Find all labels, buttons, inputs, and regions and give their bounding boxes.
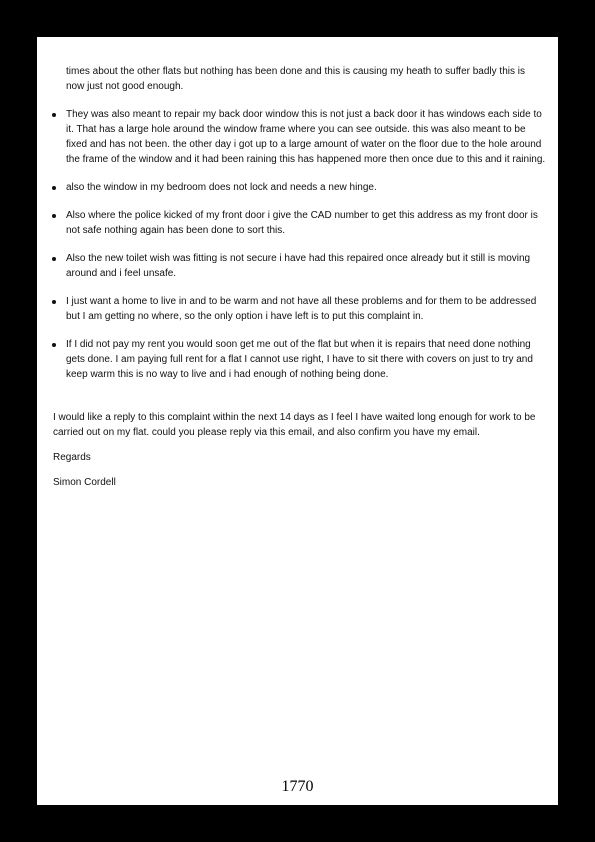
bullet-icon: [52, 257, 56, 261]
list-item-text: I just want a home to live in and to be warm and not have all these problems and for them to be addressed but I am getting no where, so the only option i have left is to put this complaint in.: [66, 296, 537, 322]
bullet-icon: [52, 113, 56, 117]
list-item-text: also the window in my bedroom does not lock and needs a new hinge.: [66, 182, 377, 193]
list-item: [66, 337, 546, 382]
bullet-icon: [52, 214, 56, 218]
reply-request-paragraph: I would like a reply to this complaint within the next 14 days as I feel I have waited long enough for work to be carried out on my flat. could you please reply via this email, and also confirm you have my email.: [53, 412, 536, 438]
list-item: [66, 107, 546, 167]
document-page: [37, 37, 558, 805]
list-item-text: Also the new toilet wish was fitting is not secure i have had this repaired once already but it still is moving around and i feel unsafe.: [66, 253, 531, 279]
list-item: [66, 180, 546, 195]
bullet-icon: [52, 300, 56, 304]
list-item: [66, 294, 546, 324]
list-item: [66, 251, 546, 281]
signature-name: Simon Cordell: [53, 477, 116, 488]
list-item: [66, 208, 546, 238]
continuation-paragraph: times about the other flats but nothing has been done and this is causing my heath to suffer badly this is now just not good enough.: [66, 66, 525, 92]
page-number: 1770: [281, 778, 314, 795]
list-item-text: Also where the police kicked of my front door i give the CAD number to get this address as my front door is not safe nothing again has been done to sort this.: [66, 210, 538, 236]
regards-line: Regards: [53, 452, 91, 463]
bullet-icon: [52, 343, 56, 347]
bullet-icon: [52, 186, 56, 190]
list-item-text: If I did not pay my rent you would soon get me out of the flat but when it is repairs that need done nothing gets done. I am paying full rent for a flat I cannot use right, I have to sit there with covers on just to try and keep warm this is no way to live and i had enough of nothing being done.: [66, 339, 533, 380]
complaint-list: [37, 107, 558, 382]
list-item-text: They was also meant to repair my back door window this is not just a back door it has windows each side to it. That has a large hole around the window frame where you can see outside. this was also meant to be fixed and has not been. the other day i got up to a large amount of water on the floor due to the hole around the frame of the window and it had been raining this has happened more then once due to this and it raining.: [66, 109, 546, 165]
letter-body: [37, 64, 558, 490]
